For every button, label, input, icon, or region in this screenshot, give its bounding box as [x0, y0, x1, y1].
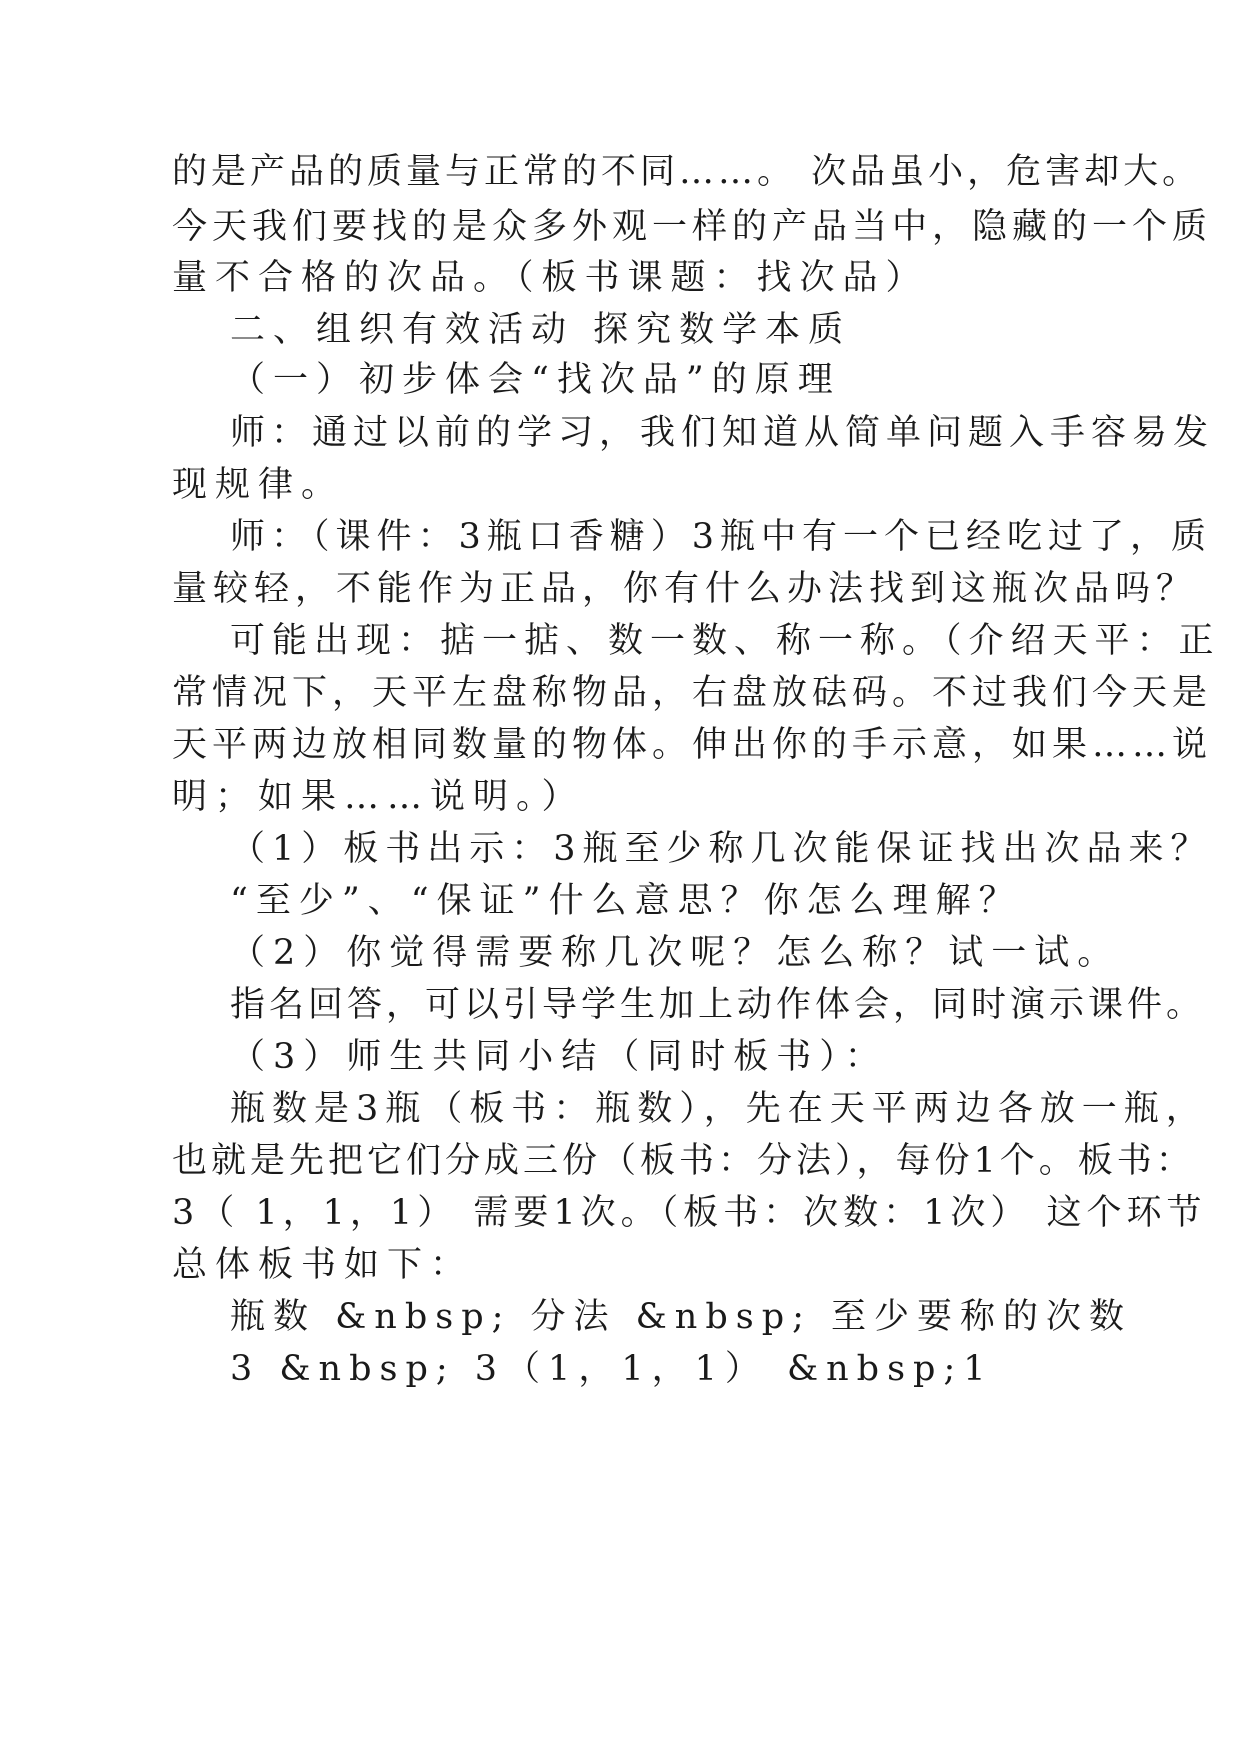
text-line-2: 今天我们要找的是众多外观一样的产品当中，隐藏的一个质 — [172, 207, 1213, 247]
text-line-19: 瓶数是3瓶（板书：瓶数），先在天平两边各放一瓶， — [230, 1089, 1208, 1129]
text-line-1: 的是产品的质量与正常的不同……。 次品虽小，危害却大。 — [172, 152, 1202, 192]
text-line-20: 也就是先把它们分成三份（板书：分法），每份1个。板书： — [172, 1141, 1195, 1181]
text-line-18: （3）师生共同小结（同时板书）： — [230, 1037, 888, 1077]
text-line-17: 指名回答，可以引导学生加上动作体会，同时演示课件。 — [230, 985, 1206, 1025]
text-line-3: 量不合格的次品。（板书课题：找次品） — [172, 258, 929, 298]
text-line-11: 常情况下，天平左盘称物品，右盘放砝码。不过我们今天是 — [172, 673, 1213, 713]
text-line-7: 现规律。 — [172, 465, 345, 505]
text-line-15: “至少”、“保证”什么意思？你怎么理解？ — [230, 881, 1022, 921]
text-line-10: 可能出现：掂一掂、数一数、称一称。（介绍天平：正 — [230, 621, 1221, 661]
text-line-9: 量较轻，不能作为正品，你有什么办法找到这瓶次品吗？ — [172, 569, 1198, 609]
text-line-21: 3（ 1，1，1） 需要1次。（板书：次数：1次） 这个环节 — [172, 1193, 1207, 1233]
text-line-12: 天平两边放相同数量的物体。伸出你的手示意，如果……说 — [172, 725, 1213, 765]
text-line-13: 明；如果……说明。） — [172, 777, 585, 817]
text-line-16: （2）你觉得需要称几次呢？怎么称？试一试。 — [230, 933, 1121, 973]
text-line-14: （1）板书出示：3瓶至少称几次能保证找出次品来？ — [230, 829, 1213, 869]
text-line-6: 师：通过以前的学习，我们知道从简单问题入手容易发 — [230, 413, 1215, 453]
text-line-22: 总体板书如下： — [172, 1245, 474, 1285]
text-line-4: 二、组织有效活动 探究数学本质 — [230, 310, 852, 350]
text-line-8: 师：（课件：3瓶口香糖）3瓶中有一个已经吃过了，质 — [230, 517, 1213, 557]
text-line-23: 瓶数 &nbsp; 分法 &nbsp; 至少要称的次数 — [230, 1297, 1133, 1337]
text-line-5: （一）初步体会“找次品”的原理 — [230, 360, 841, 400]
text-line-24: 3 &nbsp; 3（1，1，1） &nbsp;1 — [230, 1349, 994, 1389]
